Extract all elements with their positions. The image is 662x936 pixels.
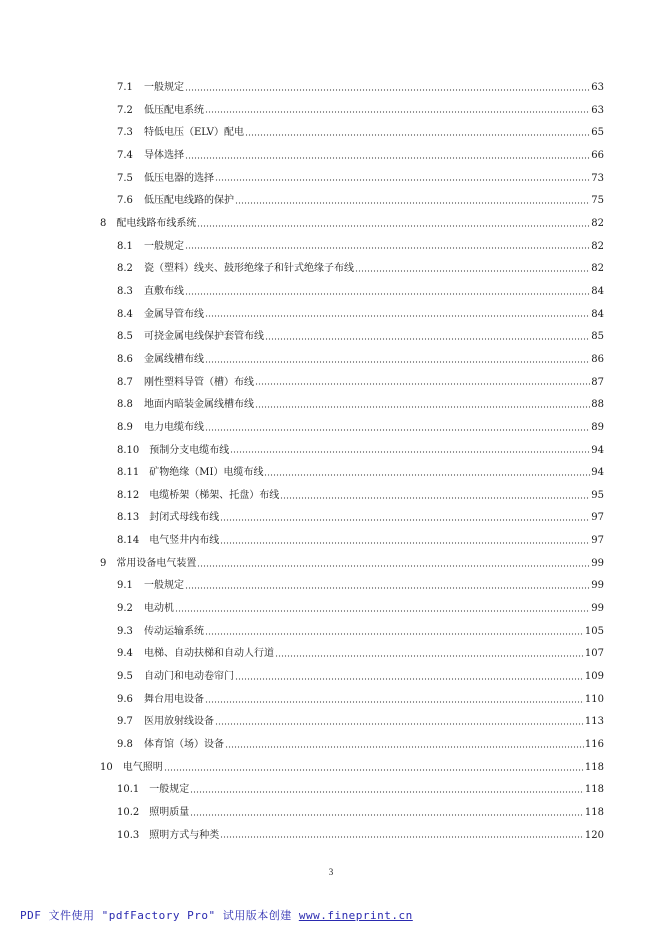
toc-dot-leader [197, 225, 590, 227]
toc-page-number: 85 [591, 331, 604, 343]
toc-section-number: 8.9 [117, 421, 133, 433]
toc-section-title: 电力电缆布线 [144, 421, 204, 433]
toc-section-title: 照明质量 [149, 807, 190, 818]
toc-section-number: 8.13 [117, 512, 140, 524]
toc-dot-leader [265, 338, 590, 340]
toc-row[interactable] [0, 372, 662, 395]
toc-row[interactable] [0, 100, 662, 123]
toc-entry[interactable] [117, 440, 604, 463]
toc-page-number: 107 [584, 648, 604, 660]
toc-page-number: 110 [584, 693, 604, 705]
toc-row[interactable] [0, 757, 662, 780]
toc-row[interactable] [0, 349, 662, 372]
toc-dot-leader [215, 179, 590, 181]
toc-section-number: 8.4 [117, 308, 133, 320]
toc-dot-leader [185, 157, 590, 159]
toc-section-title: 电动机 [144, 603, 174, 615]
toc-entry[interactable] [117, 734, 604, 757]
toc-dot-leader [185, 89, 590, 91]
toc-page-number: 118 [584, 807, 604, 818]
toc-entry[interactable] [117, 575, 604, 598]
toc-row[interactable] [0, 711, 662, 734]
toc-section-number: 8.6 [117, 353, 133, 365]
toc-section-number: 10.2 [117, 807, 140, 818]
toc-row[interactable] [0, 77, 662, 100]
toc-section-title: 地面内暗装金属线槽布线 [144, 399, 254, 411]
toc-row[interactable] [0, 825, 662, 848]
toc-page-number: 97 [591, 512, 604, 524]
toc-section-title: 可挠金属电线保护套管布线 [144, 331, 264, 343]
toc-dot-leader [205, 315, 590, 317]
toc-row[interactable] [0, 326, 662, 349]
toc-page-number: 73 [591, 172, 604, 184]
toc-row[interactable] [0, 621, 662, 644]
toc-entry[interactable] [117, 349, 604, 372]
toc-section-number: 8.5 [117, 331, 133, 343]
toc-page-number: 84 [591, 308, 604, 320]
toc-section-title: 预制分支电缆布线 [149, 444, 230, 456]
toc-section-number: 8.14 [117, 535, 140, 547]
toc-row[interactable] [0, 190, 662, 213]
toc-section-title: 金属导管布线 [144, 308, 204, 320]
toc-entry[interactable] [117, 825, 604, 848]
toc-section-number: 10 [100, 761, 113, 773]
toc-section-number: 9.5 [117, 671, 133, 683]
toc-dot-leader [185, 247, 590, 249]
toc-entry[interactable] [117, 417, 604, 440]
toc-dot-leader [230, 451, 590, 453]
toc-section-title: 刚性塑料导管（槽）布线 [144, 376, 254, 388]
toc-page-number: 75 [591, 195, 604, 207]
toc-section-title: 体育馆（场）设备 [144, 739, 224, 751]
toc-page-number: 86 [591, 353, 604, 365]
toc-dot-leader [255, 383, 590, 385]
toc-row[interactable] [0, 281, 662, 304]
toc-section-number: 7.3 [117, 127, 133, 139]
pdf-footer [20, 907, 413, 923]
toc-dot-leader [190, 791, 584, 793]
toc-entry[interactable] [117, 100, 604, 123]
toc-dot-leader [175, 610, 590, 612]
toc-dot-leader [190, 814, 584, 816]
toc-row[interactable] [0, 462, 662, 485]
toc-entry[interactable] [117, 304, 604, 327]
toc-entry[interactable] [117, 621, 604, 644]
toc-dot-leader [205, 111, 590, 113]
table-of-contents [0, 77, 662, 847]
toc-entry[interactable] [117, 281, 604, 304]
toc-section-title: 一般规定 [149, 784, 190, 796]
toc-page-number: 63 [591, 82, 604, 93]
toc-page-number: 82 [591, 217, 604, 229]
toc-page-number: 63 [591, 104, 604, 116]
toc-section-title: 医用放射线设备 [144, 716, 214, 728]
toc-section-title: 直敷布线 [144, 285, 184, 297]
toc-section-title: 封闭式母线布线 [149, 512, 220, 524]
toc-page-number: 99 [591, 603, 604, 615]
toc-dot-leader [164, 769, 584, 771]
toc-dot-leader [220, 836, 584, 838]
toc-page-number: 113 [584, 716, 604, 728]
toc-section-number: 9.8 [117, 739, 133, 751]
toc-entry[interactable] [117, 779, 604, 802]
toc-section-title: 舞台用电设备 [144, 693, 204, 705]
toc-page-number: 95 [591, 489, 604, 501]
toc-section-number: 8.10 [117, 444, 140, 456]
toc-entry[interactable] [117, 145, 604, 168]
toc-page-number: 120 [584, 829, 604, 841]
toc-page-number: 84 [591, 285, 604, 297]
toc-section-number: 10.1 [117, 784, 140, 796]
toc-section-title: 常用设备电气装置 [116, 557, 197, 569]
toc-page-number: 88 [591, 399, 604, 411]
toc-entry[interactable] [100, 553, 604, 576]
toc-dot-leader [235, 678, 584, 680]
toc-page-number: 82 [591, 263, 604, 275]
toc-section-number: 8.12 [117, 489, 140, 501]
toc-entry[interactable] [100, 757, 604, 780]
toc-section-number: 9.1 [117, 580, 133, 592]
toc-entry[interactable] [117, 507, 604, 530]
toc-page-number: 99 [591, 580, 604, 592]
page-number: 3 [328, 867, 334, 877]
toc-section-number: 7.1 [117, 82, 133, 93]
toc-row[interactable] [0, 304, 662, 327]
toc-page-number: 89 [591, 421, 604, 433]
toc-dot-leader [235, 202, 590, 204]
toc-row[interactable] [0, 734, 662, 757]
toc-section-title: 电气竖井内布线 [149, 535, 220, 547]
toc-entry[interactable] [117, 168, 604, 191]
toc-page-number: 109 [584, 671, 604, 683]
toc-row[interactable] [0, 145, 662, 168]
toc-entry[interactable] [117, 190, 604, 213]
toc-section-title: 自动门和电动卷帘门 [144, 671, 234, 683]
toc-section-number: 9 [100, 557, 107, 569]
toc-row[interactable] [0, 666, 662, 689]
toc-section-title: 矿物绝缘（MI）电缆布线 [149, 467, 264, 479]
toc-dot-leader [197, 565, 590, 567]
toc-section-title: 一般规定 [144, 580, 184, 592]
toc-entry[interactable] [117, 258, 604, 281]
toc-section-number: 7.2 [117, 104, 133, 116]
toc-row[interactable] [0, 530, 662, 553]
toc-entry[interactable] [117, 372, 604, 395]
toc-dot-leader [220, 519, 590, 521]
toc-dot-leader [355, 270, 590, 272]
toc-section-title: 低压配电线路的保护 [144, 195, 234, 207]
toc-entry[interactable] [117, 236, 604, 259]
toc-dot-leader [205, 361, 590, 363]
toc-section-number: 9.2 [117, 603, 133, 615]
toc-section-title: 电缆桥架（梯架、托盘）布线 [149, 489, 280, 501]
toc-section-title: 电气照明 [122, 761, 163, 773]
toc-dot-leader [185, 293, 590, 295]
toc-section-number: 10.3 [117, 829, 140, 841]
toc-page-number: 118 [584, 784, 604, 796]
toc-section-title: 电梯、自动扶梯和自动人行道 [144, 648, 274, 660]
toc-dot-leader [220, 542, 590, 544]
toc-page-number: 87 [591, 376, 604, 388]
toc-section-title: 照明方式与种类 [149, 829, 220, 841]
toc-page-number: 94 [591, 467, 604, 479]
toc-page-number: 99 [591, 557, 604, 569]
toc-section-number: 8.2 [117, 263, 133, 275]
toc-row[interactable] [0, 507, 662, 530]
toc-section-number: 8.8 [117, 399, 133, 411]
toc-entry[interactable] [117, 394, 604, 417]
toc-page-number: 116 [584, 739, 604, 751]
footer-link[interactable]: www.fineprint.cn [298, 909, 413, 922]
toc-section-number: 9.3 [117, 625, 133, 637]
toc-row[interactable] [0, 575, 662, 598]
toc-section-number: 8.3 [117, 285, 133, 297]
toc-section-title: 一般规定 [144, 82, 184, 93]
toc-row[interactable] [0, 394, 662, 417]
toc-entry[interactable] [117, 485, 604, 508]
toc-row[interactable] [0, 643, 662, 666]
toc-entry[interactable] [117, 530, 604, 553]
toc-entry[interactable] [100, 213, 604, 236]
toc-section-title: 低压电器的选择 [144, 172, 214, 184]
toc-entry[interactable] [117, 666, 604, 689]
toc-dot-leader [275, 655, 584, 657]
toc-section-number: 8 [100, 217, 107, 229]
toc-section-number: 7.5 [117, 172, 133, 184]
toc-page-number: 97 [591, 535, 604, 547]
toc-dot-leader [205, 633, 584, 635]
toc-section-title: 一般规定 [144, 240, 184, 252]
toc-entry[interactable] [117, 122, 604, 145]
toc-dot-leader [185, 587, 590, 589]
toc-dot-leader [205, 701, 584, 703]
toc-section-number: 8.11 [117, 467, 140, 479]
toc-row[interactable] [0, 122, 662, 145]
toc-entry[interactable] [117, 462, 604, 485]
footer-text: PDF 文件使用 "pdfFactory Pro" 试用版本创建 [20, 909, 299, 922]
toc-row[interactable] [0, 802, 662, 825]
toc-entry[interactable] [117, 598, 604, 621]
toc-section-title: 配电线路布线系统 [116, 217, 197, 229]
toc-row[interactable] [0, 213, 662, 236]
toc-section-number: 7.6 [117, 195, 133, 207]
toc-section-title: 金属线槽布线 [144, 353, 204, 365]
toc-section-number: 8.7 [117, 376, 133, 388]
toc-dot-leader [255, 406, 590, 408]
toc-page-number: 66 [591, 149, 604, 161]
toc-dot-leader [245, 134, 590, 136]
toc-dot-leader [280, 497, 590, 499]
toc-dot-leader [215, 723, 584, 725]
toc-entry[interactable] [117, 802, 604, 825]
toc-entry[interactable] [117, 326, 604, 349]
toc-section-title: 特低电压（ELV）配电 [144, 127, 244, 139]
toc-section-number: 9.6 [117, 693, 133, 705]
toc-row[interactable] [0, 779, 662, 802]
toc-section-number: 9.7 [117, 716, 133, 728]
toc-section-title: 低压配电系统 [144, 104, 204, 116]
toc-row[interactable] [0, 598, 662, 621]
toc-row[interactable] [0, 236, 662, 259]
toc-entry[interactable] [117, 711, 604, 734]
toc-row[interactable] [0, 440, 662, 463]
toc-row[interactable] [0, 485, 662, 508]
toc-row[interactable] [0, 168, 662, 191]
toc-row[interactable] [0, 689, 662, 712]
toc-entry[interactable] [117, 77, 604, 100]
toc-section-number: 7.4 [117, 149, 133, 161]
toc-section-title: 瓷（塑料）线夹、鼓形绝缘子和针式绝缘子布线 [144, 263, 354, 275]
toc-page-number: 105 [584, 625, 604, 637]
toc-entry[interactable] [117, 643, 604, 666]
toc-row[interactable] [0, 258, 662, 281]
toc-row[interactable] [0, 553, 662, 576]
toc-page-number: 65 [591, 127, 604, 139]
toc-dot-leader [225, 746, 584, 748]
toc-section-title: 导体选择 [144, 149, 184, 161]
toc-dot-leader [264, 474, 590, 476]
toc-page-number: 82 [591, 240, 604, 252]
toc-row[interactable] [0, 417, 662, 440]
toc-section-number: 9.4 [117, 648, 133, 660]
toc-entry[interactable] [117, 689, 604, 712]
toc-section-number: 8.1 [117, 240, 133, 252]
toc-page-number: 118 [584, 761, 604, 773]
toc-dot-leader [205, 429, 590, 431]
toc-section-title: 传动运输系统 [144, 625, 204, 637]
toc-page-number: 94 [591, 444, 604, 456]
